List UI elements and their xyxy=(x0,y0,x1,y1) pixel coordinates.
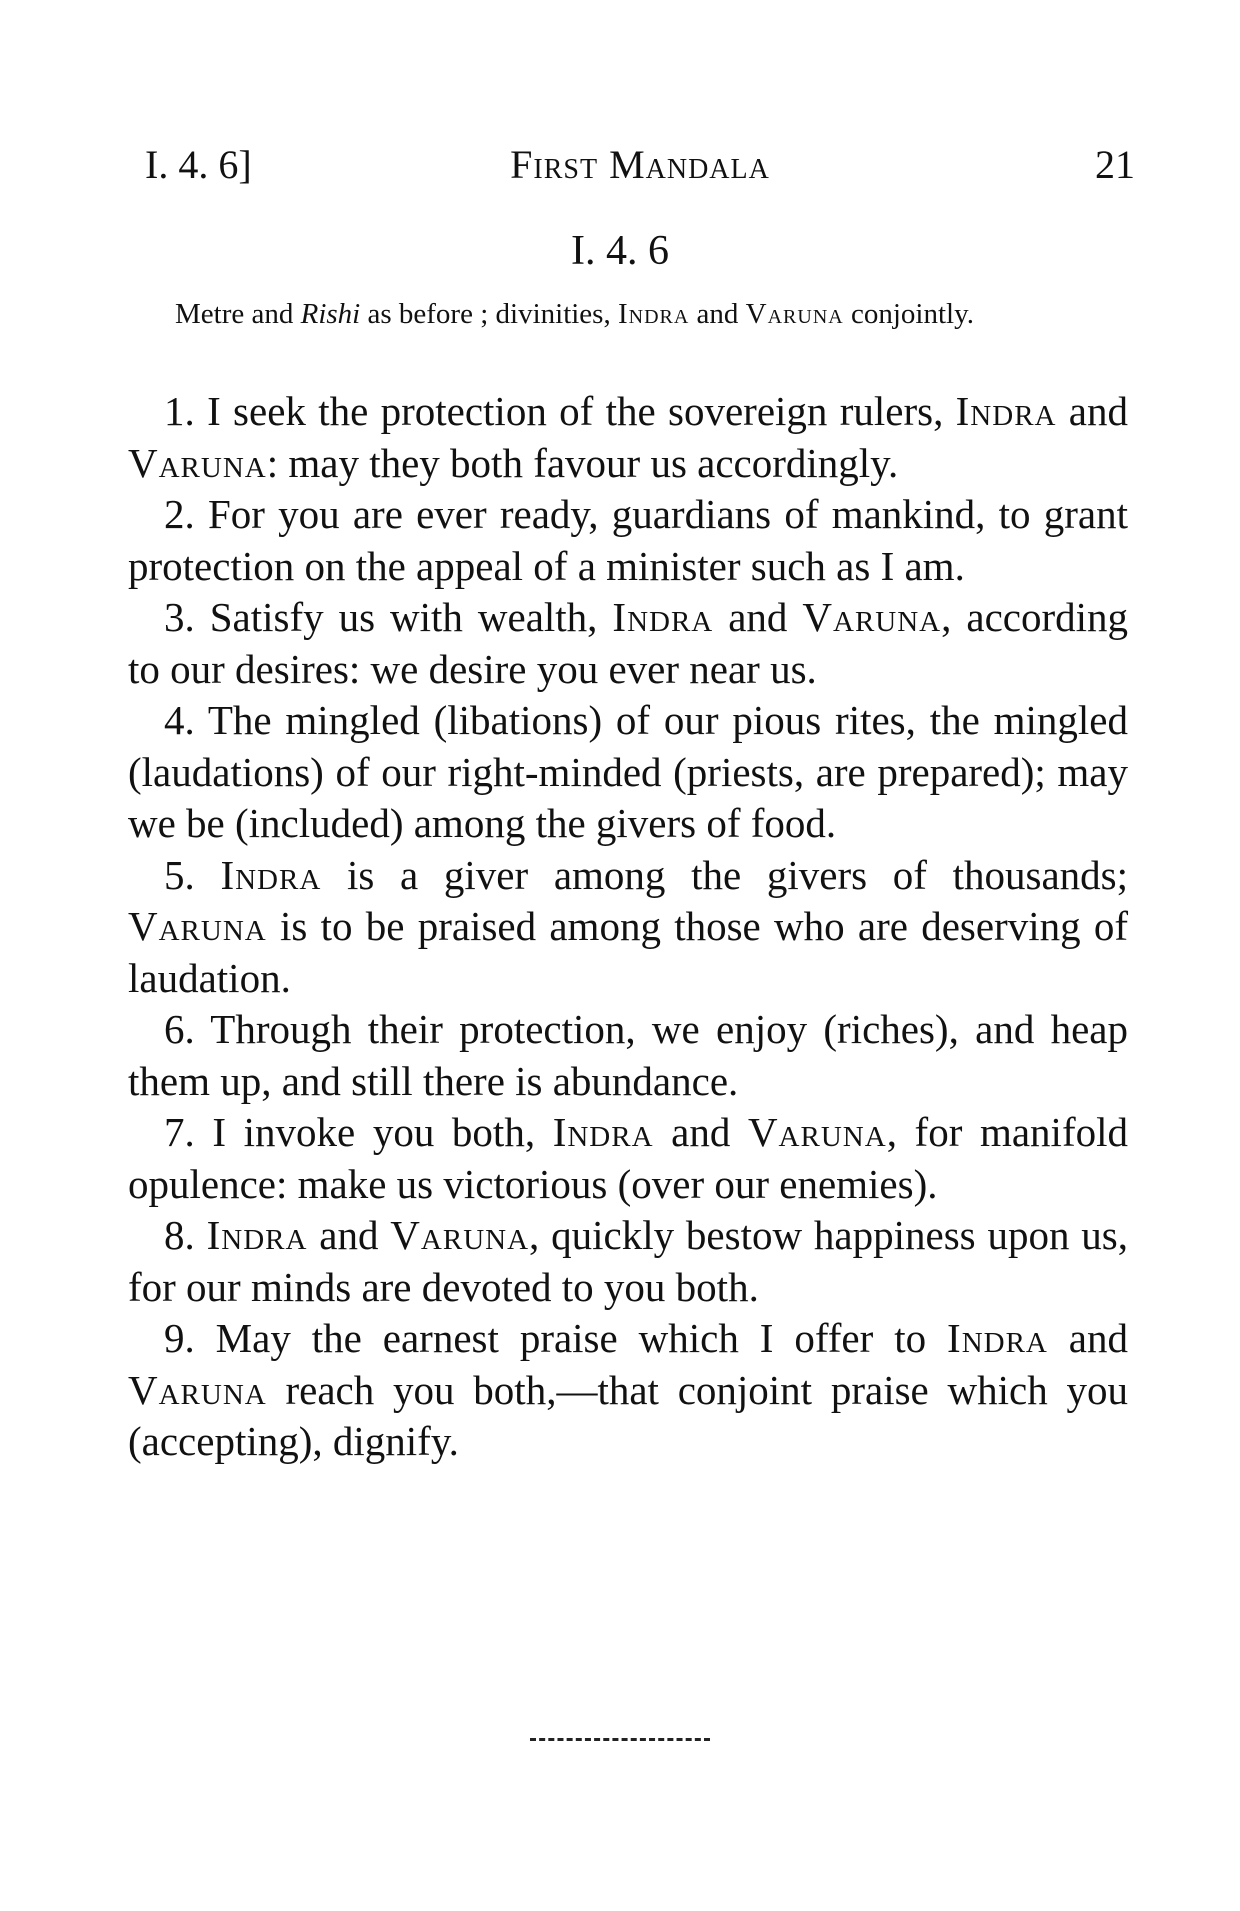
deity-name: Varuna xyxy=(802,594,942,640)
hymn-note-text: Metre and xyxy=(175,298,301,330)
verse-text: and xyxy=(1047,1315,1129,1361)
verse-number: 3. xyxy=(164,594,195,640)
deity-name: Indra xyxy=(206,1212,308,1258)
running-head-reference: I. 4. 6] xyxy=(145,142,252,187)
hymn-note-rishi: Rishi xyxy=(300,298,361,330)
verse-text: is a giver among the givers of thousands; xyxy=(321,851,1129,898)
deity-name: Varuna xyxy=(390,1212,530,1258)
verse-number: 9. xyxy=(164,1315,195,1361)
running-head xyxy=(145,140,1135,190)
verse-text: For you are ever ready, guardians of mankind, to grant protection on the appeal of a minister such as I am. xyxy=(128,491,1128,589)
verse-text: I seek the protection of the sovereign rulers, xyxy=(194,388,956,434)
verse-text: Through their protection, we enjoy (riches), and heap them up, and still there is abundance. xyxy=(128,1006,1128,1104)
verse-number: 4. xyxy=(164,697,195,743)
deity-name: Varuna xyxy=(128,439,267,486)
verse-text: The mingled (libations) of our pious rites, the mingled (laudations) of our right-minded (priests, are prepared); may we be (included) among the givers of food. xyxy=(128,697,1128,846)
verse-text: is to be praised among those who are deserving of laudation. xyxy=(128,903,1128,1001)
verse-9 xyxy=(128,1313,1128,1468)
verse-text: and xyxy=(1056,388,1128,434)
deity-name: Indra xyxy=(955,388,1057,434)
verse-text: Satisfy us with wealth, xyxy=(194,594,613,640)
verse-text: May the earnest praise which I offer to xyxy=(194,1315,948,1361)
hymn-note-text: as before ; divinities, xyxy=(360,298,618,330)
deity-name: Indra xyxy=(220,851,322,898)
verse-number: 8. xyxy=(164,1212,195,1258)
verse-text: , for manifold opulence: make us victorious (over our enemies). xyxy=(128,1109,1128,1207)
hymn-number: I. 4. 6 xyxy=(571,228,669,274)
verse-number: 1. xyxy=(164,388,195,434)
deity-name: Indra xyxy=(552,1109,654,1155)
deity-name: Varuna xyxy=(128,903,267,949)
verse-3 xyxy=(128,592,1128,695)
verse-1 xyxy=(128,386,1128,489)
verse-number: 5. xyxy=(164,851,195,898)
page-number: 21 xyxy=(1095,142,1135,187)
deity-name: Indra xyxy=(947,1315,1048,1361)
verse-number: 7. xyxy=(164,1109,195,1155)
running-head-title: First Mandala xyxy=(510,142,770,187)
hymn-note-deity: Indra xyxy=(617,298,690,330)
deity-name: Varuna xyxy=(128,1366,267,1413)
end-of-hymn-rule xyxy=(530,1738,710,1741)
verse-text: and xyxy=(307,1212,391,1258)
hymn-note-deity: Varuna xyxy=(745,298,844,330)
verse-text: , quickly bestow happiness upon us, for our minds are devoted to you both. xyxy=(128,1212,1128,1310)
verse-number: 2. xyxy=(164,491,195,537)
verse-text: I invoke you both, xyxy=(194,1109,553,1155)
verse-2 xyxy=(128,489,1128,592)
verse-6 xyxy=(128,1004,1128,1107)
deity-name: Varuna xyxy=(747,1109,887,1155)
verse-4 xyxy=(128,695,1128,850)
verse-number: 6. xyxy=(164,1006,195,1052)
verse-text: and xyxy=(713,594,803,640)
verse-text: reach you both,—that conjoint praise which you (accepting), dignify. xyxy=(128,1366,1128,1464)
hymn-note-text: and xyxy=(689,298,746,330)
verse-8 xyxy=(128,1210,1128,1313)
verse-text: and xyxy=(653,1109,748,1155)
verse-5 xyxy=(128,850,1128,1005)
verse-text: : may they both favour us accordingly. xyxy=(266,439,899,486)
verse-text: , according to our desires: we desire you ever near us. xyxy=(128,594,1129,692)
verse-7 xyxy=(128,1107,1128,1210)
deity-name: Indra xyxy=(612,594,714,640)
hymn-note-text: conjointly. xyxy=(843,298,974,330)
hymn-note xyxy=(145,292,1135,336)
verse-list xyxy=(128,386,1128,1468)
